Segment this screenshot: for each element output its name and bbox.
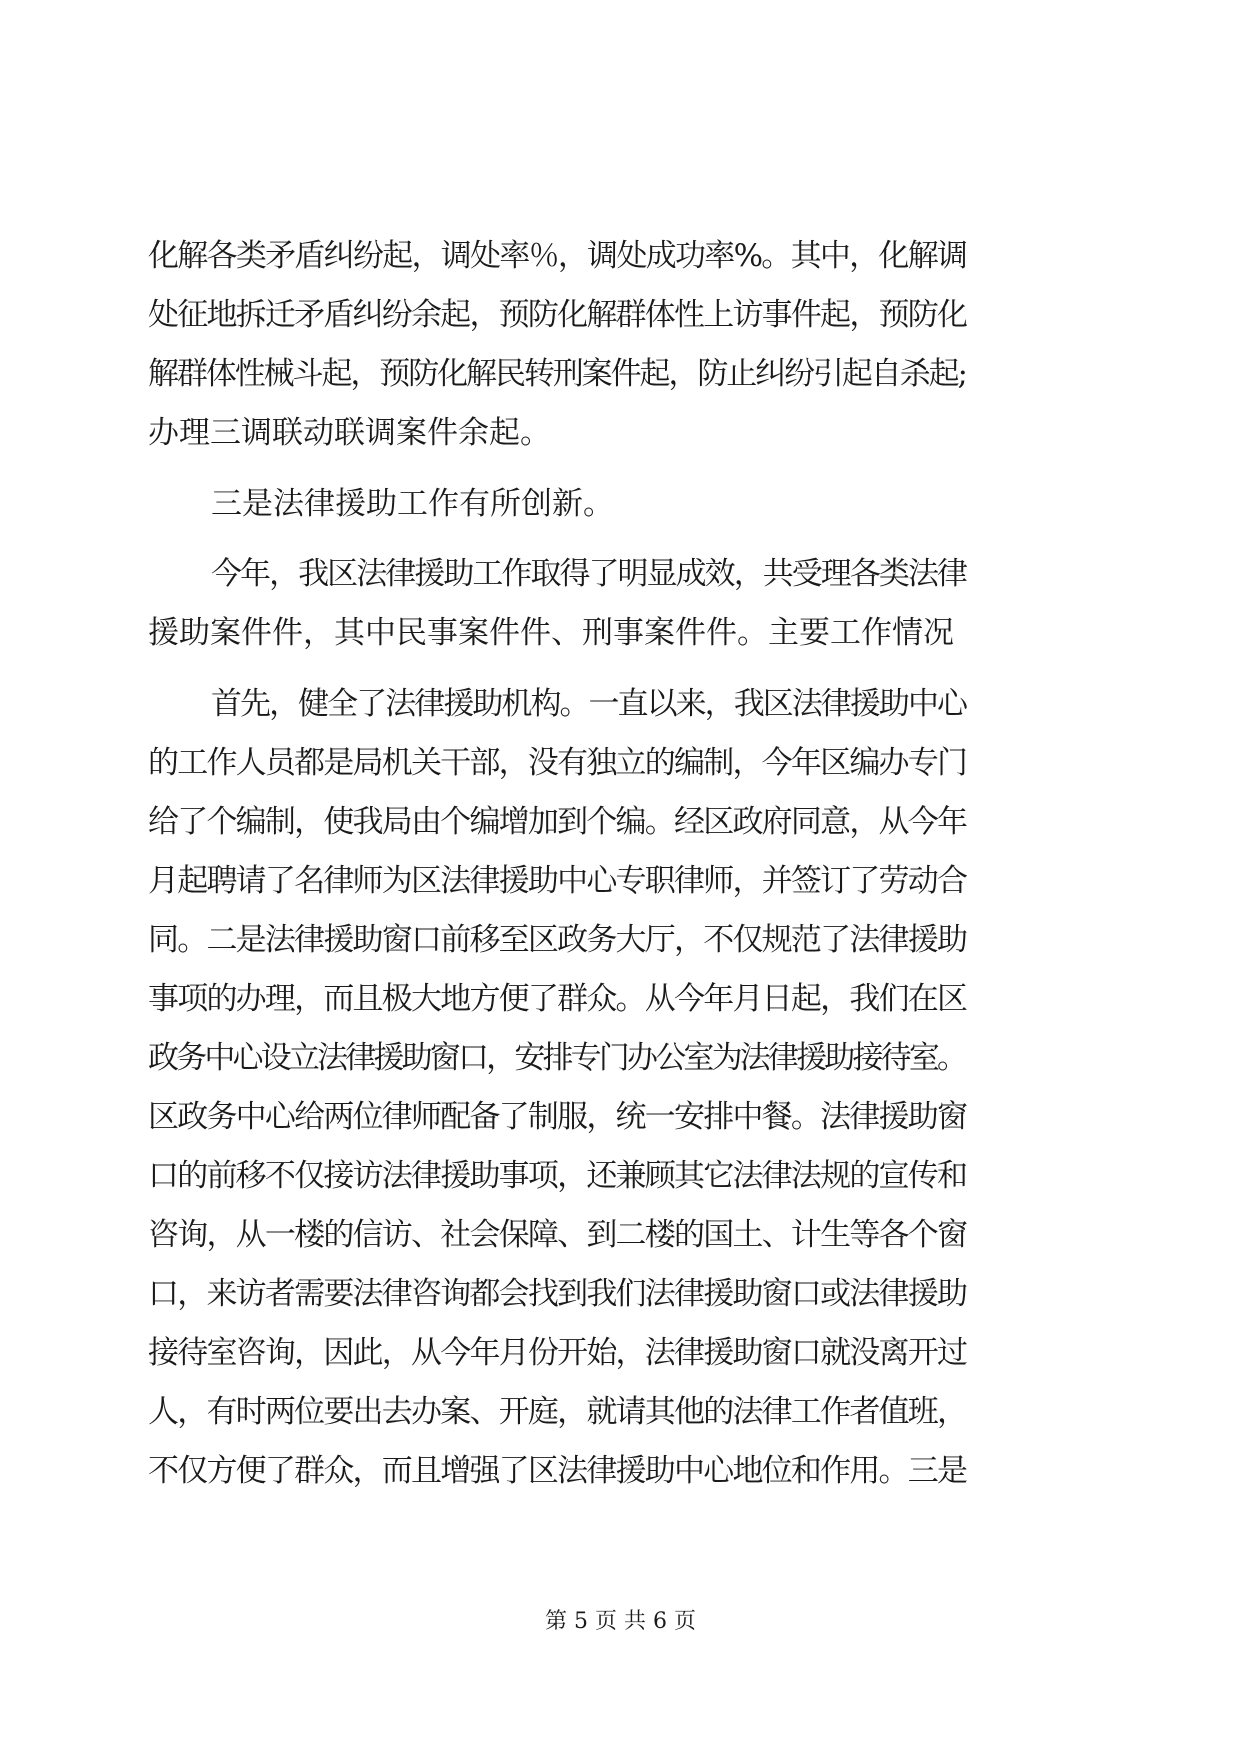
- text-line: 今年，我区法律援助工作取得了明显成效，共受理各类法律: [211, 556, 967, 592]
- text-line: 政务中心设立法律援助窗口，安排专门办公室为法律援助接待室。: [148, 1040, 966, 1076]
- text-line: 化解各类矛盾纠纷起，调处率％，调处成功率%。其中，化解调: [148, 238, 967, 274]
- text-line: 解群体性械斗起，预防化解民转刑案件起，防止纠纷引起自杀起;: [148, 356, 966, 392]
- section-heading: 三是法律援助工作有所创新。: [211, 486, 614, 522]
- text-line: 口的前移不仅接访法律援助事项，还兼顾其它法律法规的宣传和: [148, 1158, 967, 1194]
- text-line: 给了个编制，使我局由个编增加到个编。经区政府同意，从今年: [148, 804, 967, 840]
- text-line: 区政务中心给两位律师配备了制服，统一安排中餐。法律援助窗: [148, 1099, 967, 1135]
- text-line: 处征地拆迁矛盾纠纷余起，预防化解群体性上访事件起，预防化: [148, 297, 967, 333]
- text-line: 口，来访者需要法律咨询都会找到我们法律援助窗口或法律援助: [148, 1276, 967, 1312]
- text-line: 事项的办理，而且极大地方便了群众。从今年月日起，我们在区: [148, 981, 967, 1017]
- text-line: 接待室咨询，因此，从今年月份开始，法律援助窗口就没离开过: [148, 1335, 967, 1371]
- text-line: 办理三调联动联调案件余起。: [148, 415, 551, 451]
- text-line: 首先，健全了法律援助机构。一直以来，我区法律援助中心: [211, 686, 967, 722]
- text-line: 同。二是法律援助窗口前移至区政务大厅，不仅规范了法律援助: [148, 922, 967, 958]
- page-number-footer: 第 5 页 共 6 页: [545, 1609, 696, 1634]
- text-line: 咨询，从一楼的信访、社会保障、到二楼的国土、计生等各个窗: [148, 1217, 967, 1253]
- text-line: 不仅方便了群众，而且增强了区法律援助中心地位和作用。三是: [148, 1453, 967, 1489]
- text-line: 人，有时两位要出去办案、开庭，就请其他的法律工作者值班，: [148, 1394, 967, 1430]
- text-line: 援助案件件，其中民事案件件、刑事案件件。主要工作情况: [148, 615, 954, 651]
- text-line: 月起聘请了名律师为区法律援助中心专职律师，并签订了劳动合: [148, 863, 967, 899]
- text-line: 的工作人员都是局机关干部，没有独立的编制，今年区编办专门: [148, 745, 967, 781]
